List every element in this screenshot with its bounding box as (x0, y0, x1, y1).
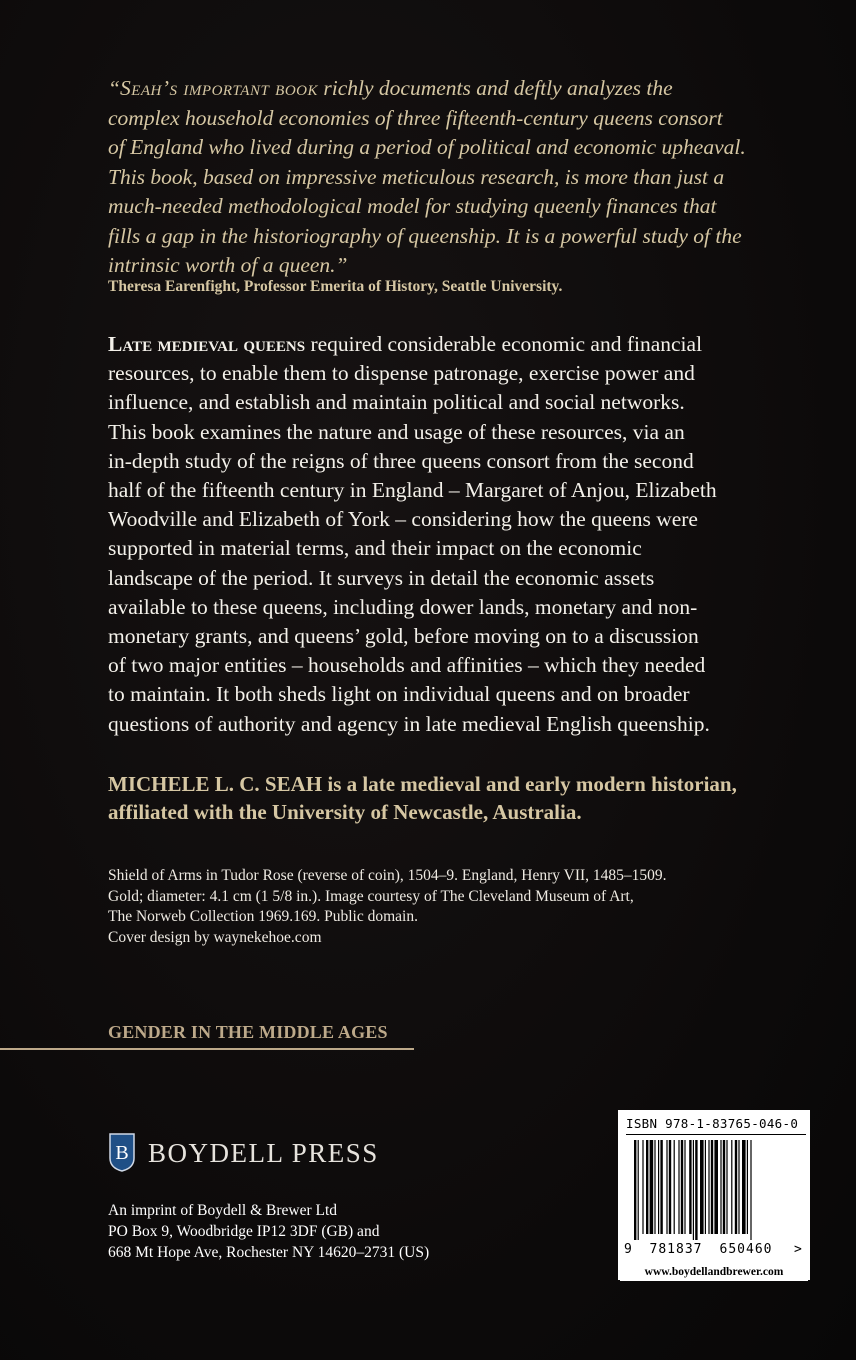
blurb-line: supported in material terms, and their impact on the economic (108, 536, 642, 561)
isbn-rule (626, 1134, 806, 1135)
barcode-bar (742, 1140, 746, 1234)
isbn-number: ISBN 978-1-83765-046-0 (626, 1116, 799, 1131)
blurb-line: in-depth study of the reigns of three queens consort from the second (108, 448, 694, 473)
barcode-bar (650, 1140, 654, 1234)
blurb-line: resources, to enable them to dispense patronage, exercise power and (108, 361, 695, 386)
barcode-bar (723, 1140, 725, 1234)
blurb-line: landscape of the period. It surveys in detail the economic assets (108, 565, 655, 590)
barcode-bar (695, 1140, 697, 1240)
quote-lead: Seah’s important book (119, 76, 319, 100)
blurb-line: questions of authority and agency in late medieval English queenship. (108, 711, 710, 736)
publisher-url-label (620, 1265, 808, 1281)
barcode-bar (693, 1140, 694, 1240)
barcode-digits (618, 1240, 810, 1256)
barcode-bar (634, 1140, 636, 1240)
barcode-bar (700, 1140, 704, 1234)
series-title: GENDER IN THE MIDDLE AGES (108, 1022, 388, 1042)
barcode-bar (681, 1140, 683, 1234)
endorsement-quote (108, 74, 768, 281)
barcode-bar (674, 1140, 675, 1234)
barcode-bar (646, 1140, 648, 1234)
book-description (108, 330, 758, 739)
barcode-bar (738, 1140, 739, 1234)
blurb-line: available to these queens, including dower lands, monetary and non- (108, 594, 698, 619)
quote-line: fills a gap in the historiography of queenship. It is a powerful study of the (108, 223, 742, 248)
series-divider (0, 1048, 414, 1050)
barcode-bar (689, 1140, 691, 1234)
barcode-bar (735, 1140, 737, 1234)
blurb-line: This book examines the nature and usage of these resources, via an (108, 419, 685, 444)
barcode-bar (705, 1140, 706, 1234)
cover-credit: Shield of Arms in Tudor Rose (reverse of coin), 1504–9. England, Henry VII, 1485–1509. Gold; diameter: 4.1 cm (1 5/8 in.). Image courtesy of The Cleveland Museum of Art, The Norweb Collection 1969.169. Public domain. Cover design by waynekehoe.com (108, 867, 667, 946)
barcode-bar (708, 1140, 709, 1234)
barcode-bar (654, 1140, 655, 1234)
barcode-bar (726, 1140, 727, 1234)
quote-line-1: “Seah’s important book richly documents and deftly analyzes the (108, 76, 673, 100)
blurb-line: to maintain. It both sheds light on individual queens and on broader (108, 682, 690, 707)
svg-text:781837: 781837 (649, 1242, 703, 1256)
logo-letter: B (115, 1142, 129, 1164)
barcode-bar (714, 1140, 718, 1234)
barcode-bar (669, 1140, 671, 1234)
barcode-bar (720, 1140, 721, 1234)
barcode-bar (678, 1140, 679, 1234)
quote-line: intrinsic worth of a queen.” (108, 253, 348, 277)
isbn-barcode (618, 1110, 810, 1280)
barcode-bar (638, 1140, 639, 1240)
blurb-line-1: Late medieval queens required considerable economic and financial (108, 332, 703, 356)
barcode-bar (684, 1140, 685, 1234)
barcode-bar (658, 1140, 659, 1234)
svg-text:650460: 650460 (719, 1242, 773, 1256)
barcode-bar (666, 1140, 667, 1234)
blurb-lead: Late medieval queens (108, 332, 306, 356)
blurb-line: monetary grants, and queens’ gold, before moving on to a discussion (108, 624, 699, 649)
boydell-shield-icon (108, 1132, 136, 1172)
author-bio: MICHELE L. C. SEAH is a late medieval and early modern historian, affiliated with the University of Newcastle, Australia. (108, 772, 737, 824)
barcode-bar (747, 1140, 748, 1234)
barcode-bar (731, 1140, 732, 1234)
svg-text:>: > (794, 1242, 802, 1256)
blurb-line: of two major entities – households and affinities – which they needed (108, 653, 706, 678)
quote-attribution: Theresa Earenfight, Professor Emerita of History, Seattle University. (108, 278, 563, 295)
quote-line: of England who lived during a period of political and economic upheaval. (108, 135, 746, 159)
barcode-bar (750, 1140, 751, 1240)
quote-line: This book, based on impressive meticulous research, is more than just a (108, 164, 725, 189)
blurb-line: half of the fifteenth century in England – Margaret of Anjou, Elizabeth (108, 478, 717, 503)
svg-text:9: 9 (624, 1242, 632, 1256)
blurb-line: Woodville and Elizabeth of York – considering how the queens were (108, 507, 698, 532)
publisher-address: An imprint of Boydell & Brewer Ltd PO Box 9, Woodbridge IP12 3DF (GB) and 668 Mt Hope Ave, Rochester NY 14620–2731 (US) (108, 1202, 430, 1261)
barcode-bar (642, 1140, 643, 1234)
barcode-bar (711, 1140, 713, 1234)
quote-line: complex household economies of three fifteenth-century queens consort (108, 105, 723, 130)
publisher-name: BOYDELL PRESS (148, 1138, 379, 1168)
blurb-line: influence, and establish and maintain political and social networks. (108, 390, 685, 415)
barcode-bars (618, 1140, 810, 1240)
barcode-bar (660, 1140, 662, 1234)
publisher-url: www.boydellandbrewer.com (644, 1266, 784, 1278)
quote-line: much-needed methodological model for studying queenly finances that (108, 194, 717, 218)
